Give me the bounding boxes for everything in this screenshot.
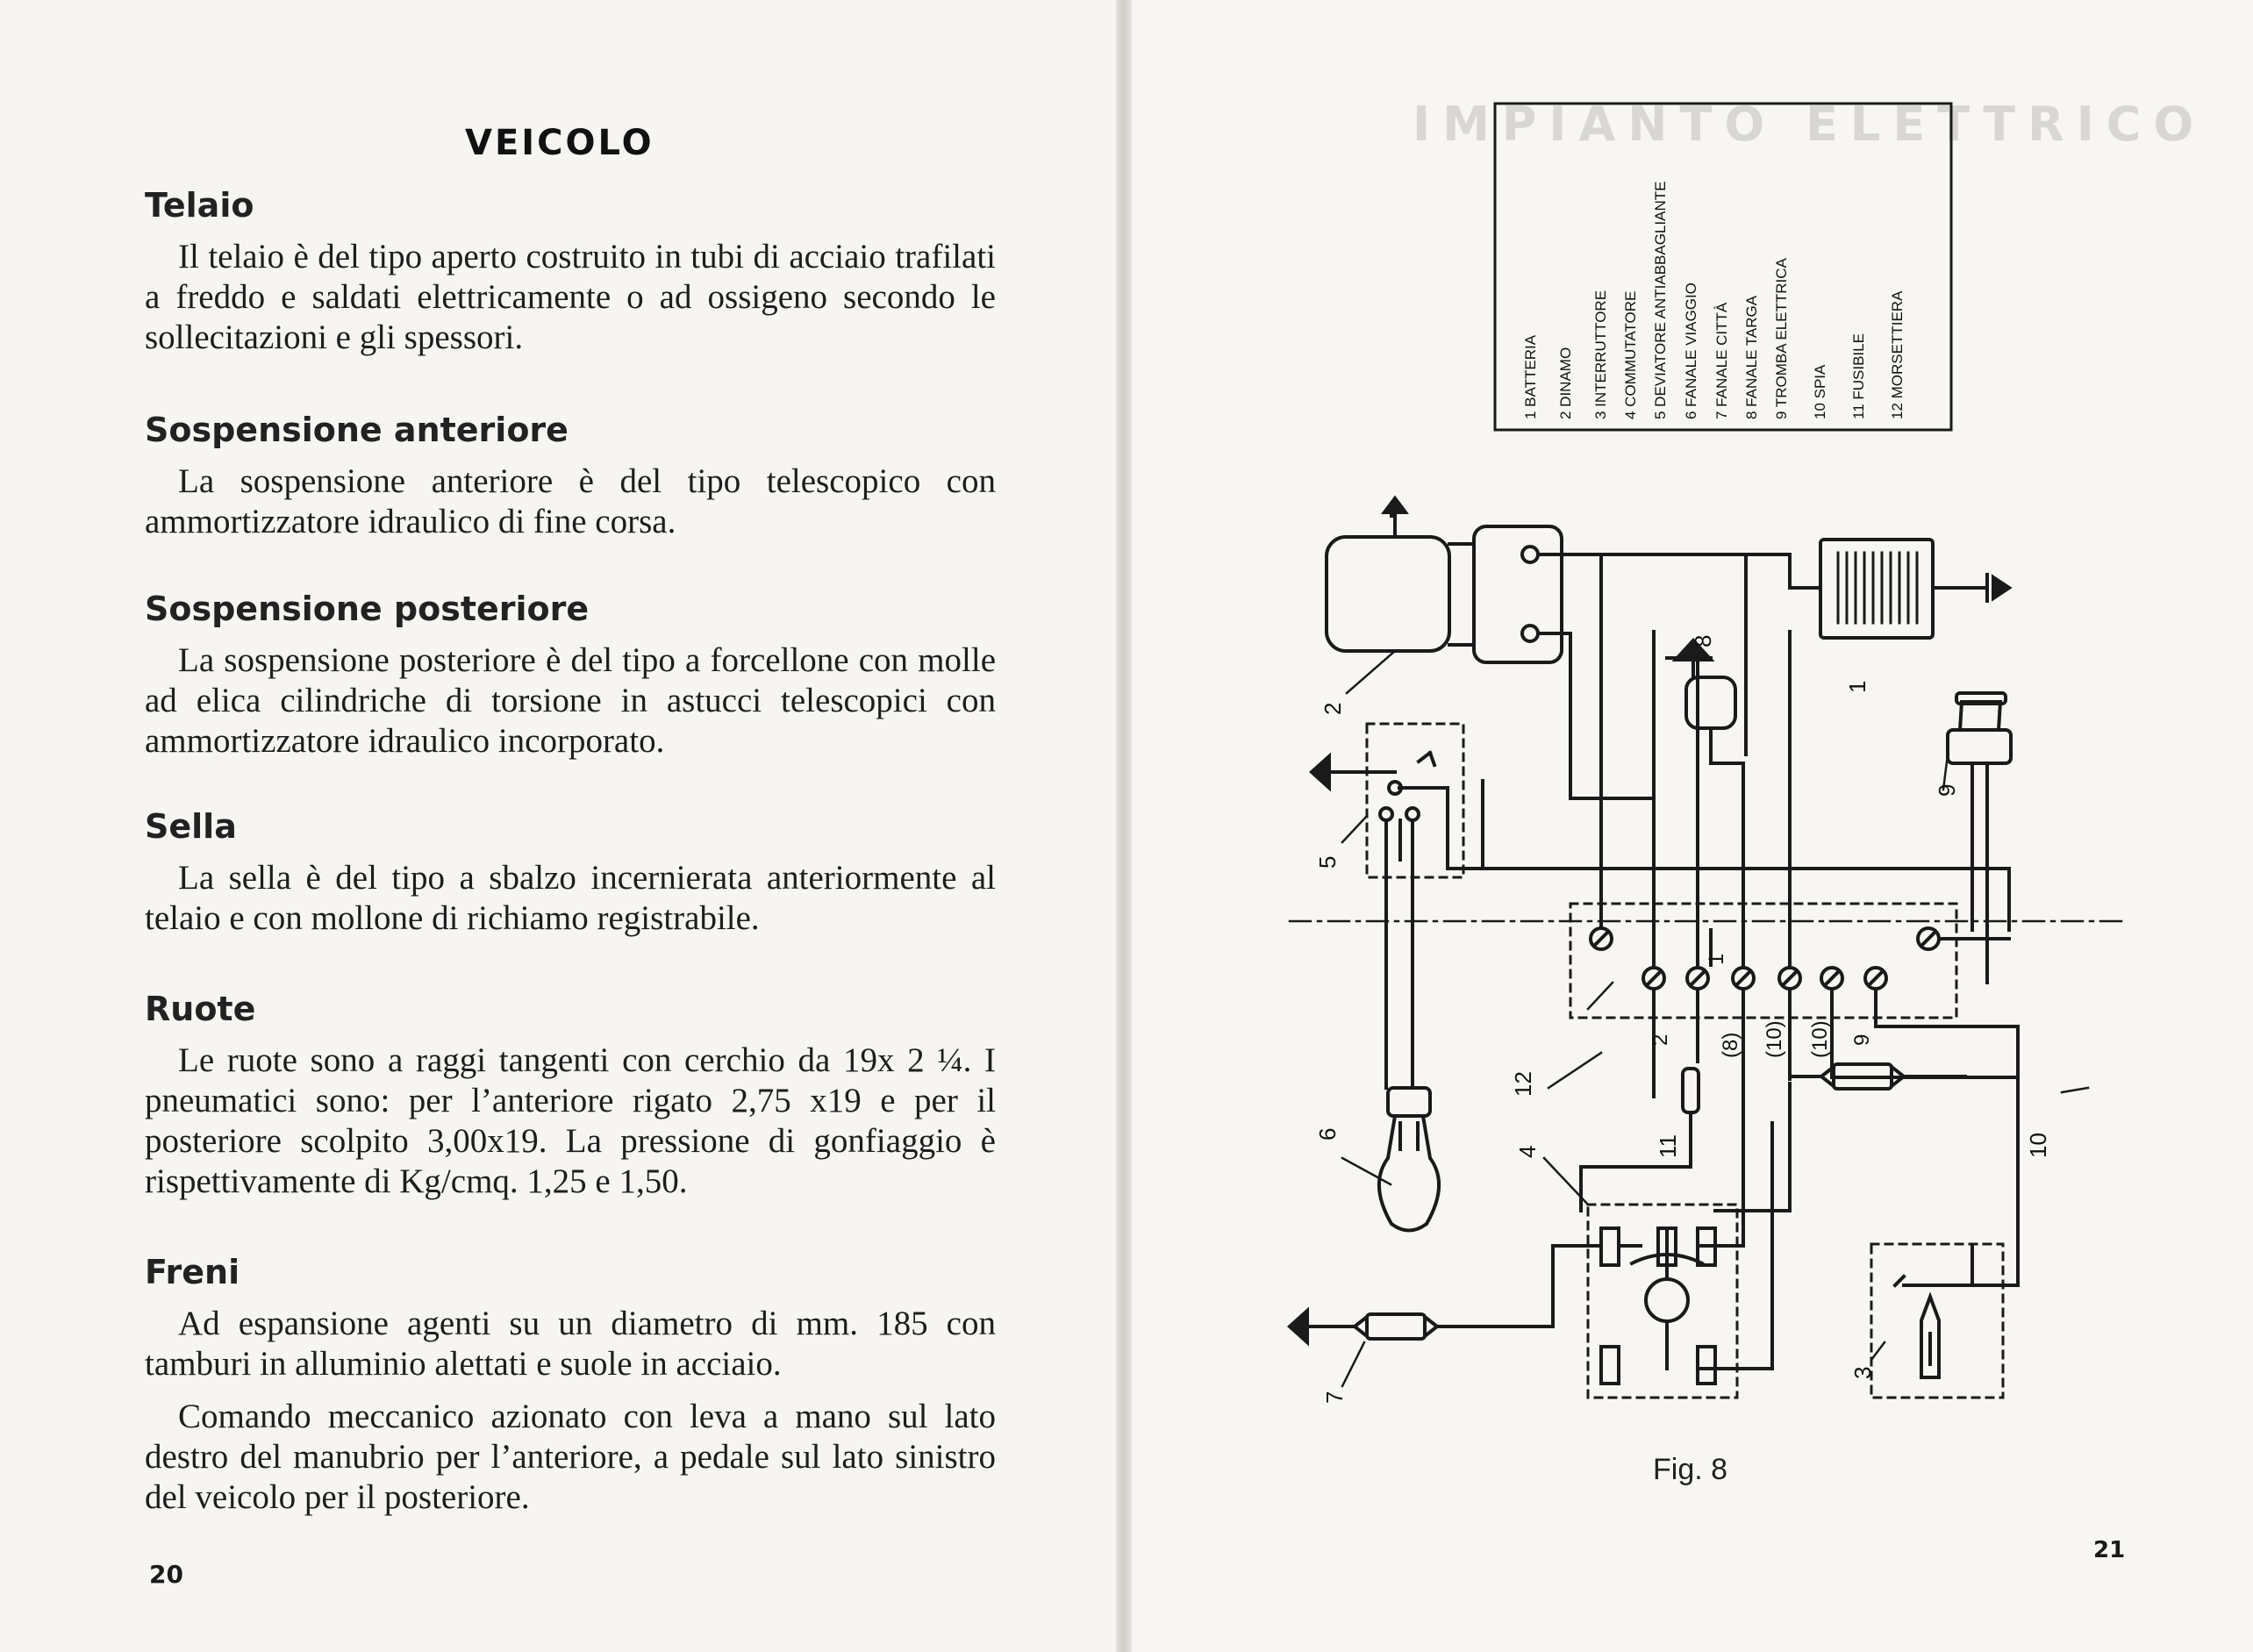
- book-gutter: [1116, 0, 1132, 1652]
- legend-item: 6 FANALE VIAGGIO: [1683, 282, 1699, 419]
- callout-label: 3: [1849, 1366, 1876, 1379]
- section-text: Le ruote sono a raggi tangenti con cerchio da 19x 2 ¼. I pneumatici sono: per l’anteriore rigato 2,75 x19 e per il posteriore scolpito 3,00x19. La pressione di gonfiaggio è rispettivamente di Kg/cmq. 1,25 e 1,50.: [145, 1041, 996, 1200]
- terminal-label: (10): [1808, 1020, 1832, 1058]
- legend-item: 7 FANALE CITTÀ: [1713, 302, 1730, 419]
- callout-label: 11: [1655, 1134, 1681, 1158]
- section-freni: [145, 1253, 996, 1518]
- legend-item: 1 BATTERIA: [1522, 334, 1539, 419]
- headlamp-bulb-icon: [1379, 1116, 1439, 1231]
- callout-label: 9: [1934, 783, 1960, 797]
- legend-item: 11 FUSIBILE: [1850, 333, 1867, 419]
- callout-label: 10: [2025, 1133, 2051, 1158]
- section-sospensione-anteriore: [145, 411, 996, 542]
- section-heading: Freni: [145, 1253, 240, 1291]
- section-text: La sella è del tipo a sbalzo incernierata anteriormente al telaio e con mollone di richiamo registrabile.: [145, 859, 996, 937]
- terminal-label: 9: [1850, 1033, 1874, 1046]
- wiring-diagram: [1132, 0, 2253, 1652]
- section-heading: Telaio: [145, 186, 254, 225]
- callout-label: 8: [1690, 634, 1716, 647]
- section-sospensione-posteriore: [145, 590, 996, 762]
- page-number: 20: [149, 1560, 183, 1589]
- dynamo-symbol: [1327, 537, 1449, 651]
- callout-label: 1: [1844, 680, 1870, 693]
- legend-item: 12 MORSETTIERA: [1889, 290, 1906, 419]
- terminal-label: 2: [1649, 1033, 1672, 1046]
- section-text: Ad espansione agenti su un diametro di mm. 185 con tamburi in alluminio alettati e suole in acciaio.: [145, 1305, 996, 1383]
- legend-item: 3 INTERRUTTORE: [1592, 290, 1609, 419]
- terminal-label: (10): [1763, 1020, 1786, 1058]
- terminal-label: 1: [1705, 953, 1728, 965]
- right-page: [1132, 0, 2253, 1652]
- section-sella: [145, 807, 996, 939]
- callout-label: 7: [1321, 1391, 1348, 1404]
- commutator-rotor-icon: [1646, 1279, 1688, 1321]
- section-ruote: [145, 990, 996, 1202]
- section-heading: Sospensione anteriore: [145, 411, 569, 449]
- fuse-symbol: [1683, 1069, 1699, 1112]
- page-title: VEICOLO: [465, 123, 654, 163]
- section-heading: Ruote: [145, 990, 256, 1028]
- section-heading: Sella: [145, 807, 237, 846]
- legend-item: 9 TROMBA ELETTRICA: [1773, 258, 1790, 419]
- legend-list: [1522, 182, 1906, 419]
- battery-symbol: [1474, 526, 1562, 662]
- figure-caption: Fig. 8: [1653, 1453, 1728, 1486]
- callout-label: 12: [1510, 1071, 1536, 1097]
- section-text: La sospensione anteriore è del tipo telescopico con ammortizzatore idraulico di fine corsa.: [145, 462, 996, 540]
- legend-item: 2 DINAMO: [1557, 347, 1574, 419]
- section-text: La sospensione posteriore è del tipo a forcellone con molle ad elica cilindriche di torsione in astucci telescopici con ammortizzatore idraulico incorporato.: [145, 641, 996, 760]
- page-number: 21: [2093, 1537, 2126, 1563]
- terminal-label: (8): [1719, 1032, 1742, 1058]
- callout-label: 4: [1514, 1145, 1541, 1158]
- section-text: Il telaio è del tipo aperto costruito in tubi di acciaio trafilati a freddo e saldati elettricamente o ad ossigeno secondo le sollecitazioni e gli spessori.: [145, 238, 996, 356]
- horn-symbol: [1948, 730, 2011, 763]
- left-page: [0, 0, 1116, 1652]
- section-heading: Sospensione posteriore: [145, 590, 590, 628]
- callout-label: 6: [1314, 1127, 1341, 1141]
- legend-item: 5 DEVIATORE ANTIABBAGLIANTE: [1652, 181, 1669, 419]
- ghost-heading: IMPIANTO ELETTRICO: [1413, 97, 2207, 152]
- terminal-block: [1591, 928, 1939, 989]
- callout-label: 2: [1320, 702, 1346, 715]
- callout-label: 5: [1314, 855, 1341, 869]
- city-lamp-symbol: [1367, 1314, 1425, 1339]
- section-telaio: [145, 186, 996, 358]
- section-text-2: Comando meccanico azionato con leva a mano sul lato destro del manubrio per l’anteriore, a pedale sul lato sinistro del veicolo per il posteriore.: [145, 1398, 996, 1516]
- legend-item: 10 SPIA: [1812, 364, 1828, 419]
- legend-item: 4 COMMUTATORE: [1622, 290, 1639, 419]
- legend-item: 8 FANALE TARGA: [1743, 295, 1760, 419]
- plate-lamp-symbol: [1686, 677, 1735, 728]
